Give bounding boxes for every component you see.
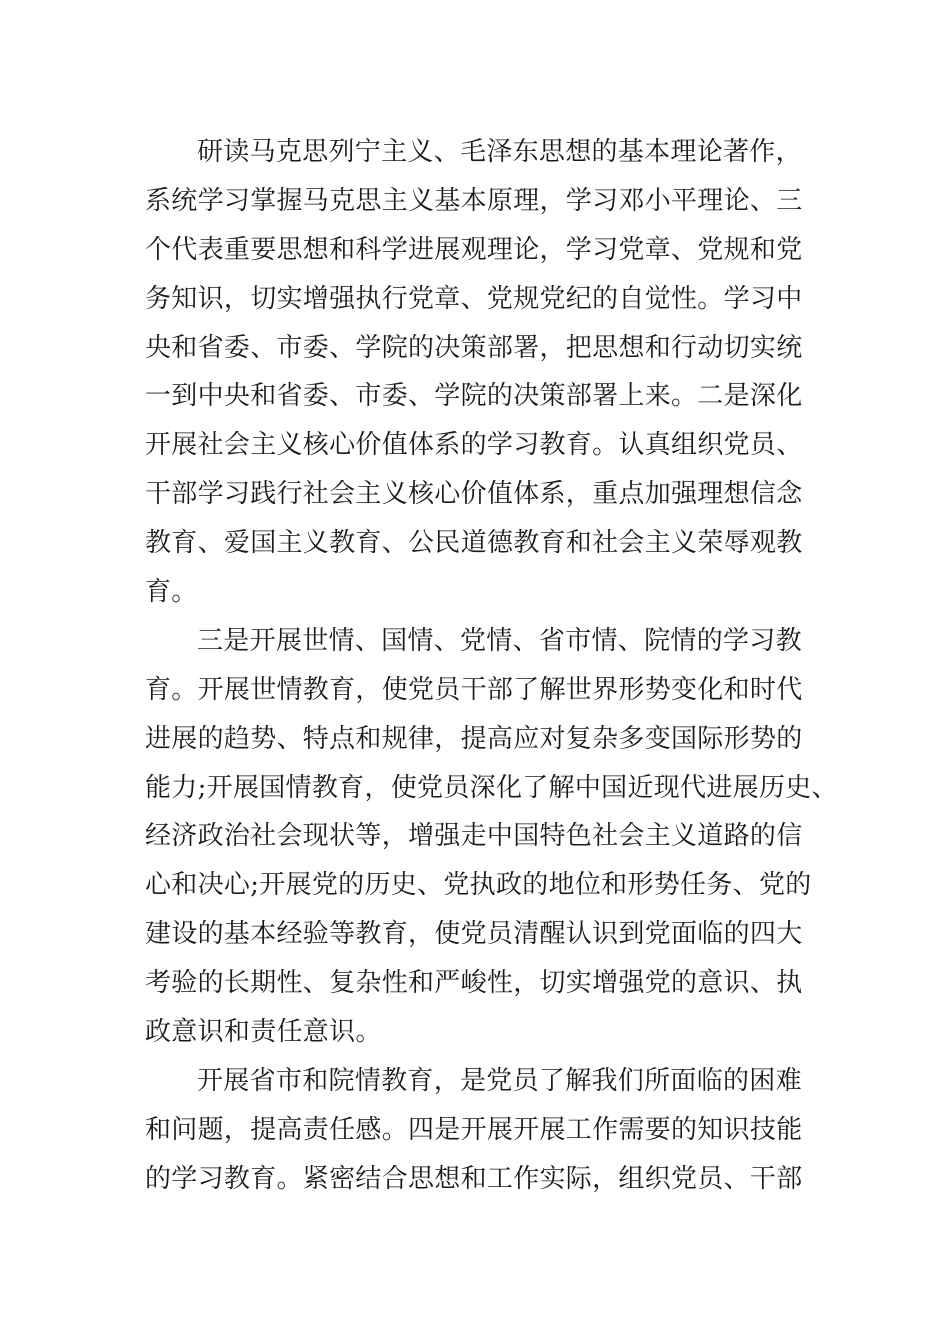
text-line: 系统学习掌握马克思主义基本原理，学习邓小平理论、三 [145, 185, 803, 216]
text-line: 教育、爱国主义教育、公民道德教育和社会主义荣辱观教 [145, 528, 803, 559]
text-line: 干部学习践行社会主义核心价值体系，重点加强理想信念 [145, 479, 803, 510]
text-line: 育。 [145, 577, 198, 608]
text-line: 务知识，切实增强执行党章、党规党纪的自觉性。学习中 [145, 283, 803, 314]
text-line: 的学习教育。紧密结合思想和工作实际，组织党员、干部 [145, 1163, 803, 1194]
text-line: 三是开展世情、国情、党情、省市情、院情的学习教 [197, 625, 802, 656]
text-line: 政意识和责任意识。 [145, 1017, 382, 1048]
text-line: 育。开展世情教育，使党员干部了解世界形势变化和时代 [145, 674, 803, 705]
text-line: 个代表重要思想和科学进展观理论，学习党章、党规和党 [145, 234, 803, 265]
text-line: 进展的趋势、特点和规律，提高应对复杂多变国际形势的 [145, 723, 803, 754]
text-line: 考验的长期性、复杂性和严峻性，切实增强党的意识、执 [145, 968, 803, 999]
text-line: 开展省市和院情教育，是党员了解我们所面临的困难 [197, 1065, 802, 1096]
text-line: 和问题，提高责任感。四是开展开展工作需要的知识技能 [145, 1114, 803, 1145]
text-line: 开展社会主义核心价值体系的学习教育。认真组织党员、 [145, 430, 803, 461]
text-line: 一到中央和省委、市委、学院的决策部署上来。二是深化 [145, 381, 803, 412]
text-line: 心和决心;开展党的历史、党执政的地位和形势任务、党的 [145, 870, 812, 901]
text-line: 能力;开展国情教育，使党员深化了解中国近现代进展历史、 [145, 772, 838, 803]
text-line: 建设的基本经验等教育，使党员清醒认识到党面临的四大 [145, 919, 803, 950]
document-body [145, 128, 838, 1204]
text-line: 经济政治社会现状等，增强走中国特色社会主义道路的信 [145, 821, 803, 852]
text-line: 研读马克思列宁主义、毛泽东思想的基本理论著作， [197, 137, 802, 167]
text-line: 央和省委、市委、学院的决策部署，把思想和行动切实统 [145, 332, 803, 363]
